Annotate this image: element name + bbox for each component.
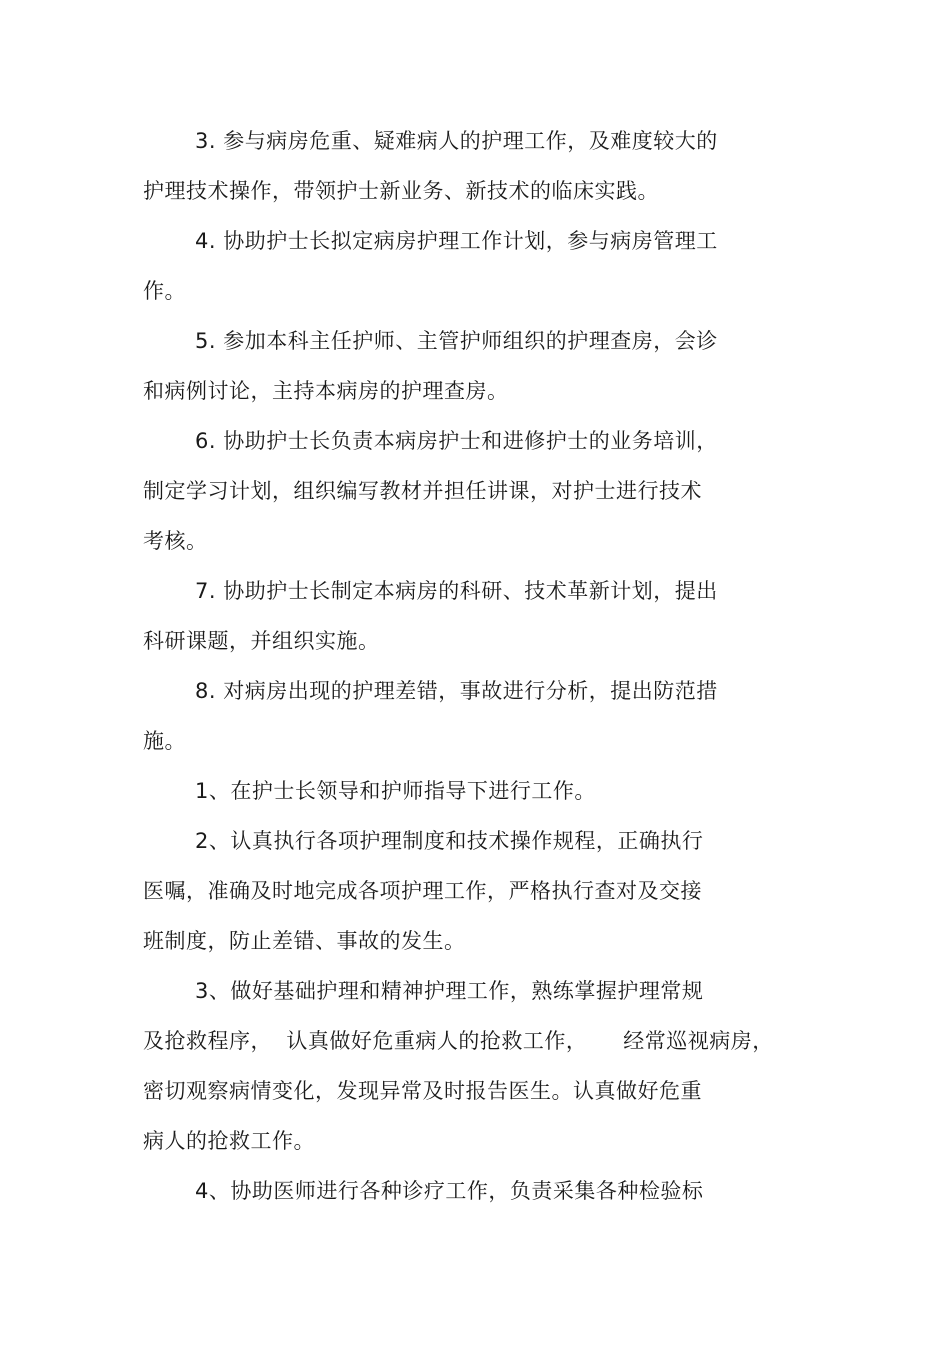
item-2-line-1: 2、认真执行各项护理制度和技术操作规程，正确执行 [195, 829, 704, 853]
item-3-line-3: 密切观察病情变化，发现异常及时报告医生。认真做好危重 [143, 1079, 702, 1103]
item-3-line-4: 病人的抢救工作。 [143, 1129, 315, 1153]
paragraph-3-line-2: 护理技术操作，带领护士新业务、新技术的临床实践。 [143, 179, 659, 203]
paragraph-8-line-2: 施。 [143, 729, 186, 753]
paragraph-6-line-1: 6. 协助护士长负责本病房护士和进修护士的业务培训， [195, 429, 718, 453]
paragraph-5-line-2: 和病例讨论，主持本病房的护理查房。 [143, 379, 509, 403]
paragraph-3-line-1: 3. 参与病房危重、疑难病人的护理工作，及难度较大的 [195, 129, 718, 153]
item-2-line-3: 班制度，防止差错、事故的发生。 [143, 929, 466, 953]
item-1-line-1: 1、在护士长领导和护师指导下进行工作。 [195, 779, 596, 803]
paragraph-8-line-1: 8. 对病房出现的护理差错，事故进行分析，提出防范措 [195, 679, 718, 703]
paragraph-7-line-2: 科研课题，并组织实施。 [143, 629, 380, 653]
paragraph-5-line-1: 5. 参加本科主任护师、主管护师组织的护理查房，会诊 [195, 329, 718, 353]
item-3-line-2: 及抢救程序， 认真做好危重病人的抢救工作， 经常巡视病房， [143, 1029, 774, 1053]
paragraph-6-line-3: 考核。 [143, 529, 208, 553]
item-2-line-2: 医嘱，准确及时地完成各项护理工作，严格执行查对及交接 [143, 879, 702, 903]
paragraph-6-line-2: 制定学习计划，组织编写教材并担任讲课，对护士进行技术 [143, 479, 702, 503]
item-4-line-1: 4、协助医师进行各种诊疗工作，负责采集各种检验标 [195, 1179, 704, 1203]
paragraph-4-line-1: 4. 协助护士长拟定病房护理工作计划，参与病房管理工 [195, 229, 718, 253]
item-3-line-1: 3、做好基础护理和精神护理工作，熟练掌握护理常规 [195, 979, 704, 1003]
paragraph-4-line-2: 作。 [143, 279, 186, 303]
paragraph-7-line-1: 7. 协助护士长制定本病房的科研、技术革新计划，提出 [195, 579, 718, 603]
